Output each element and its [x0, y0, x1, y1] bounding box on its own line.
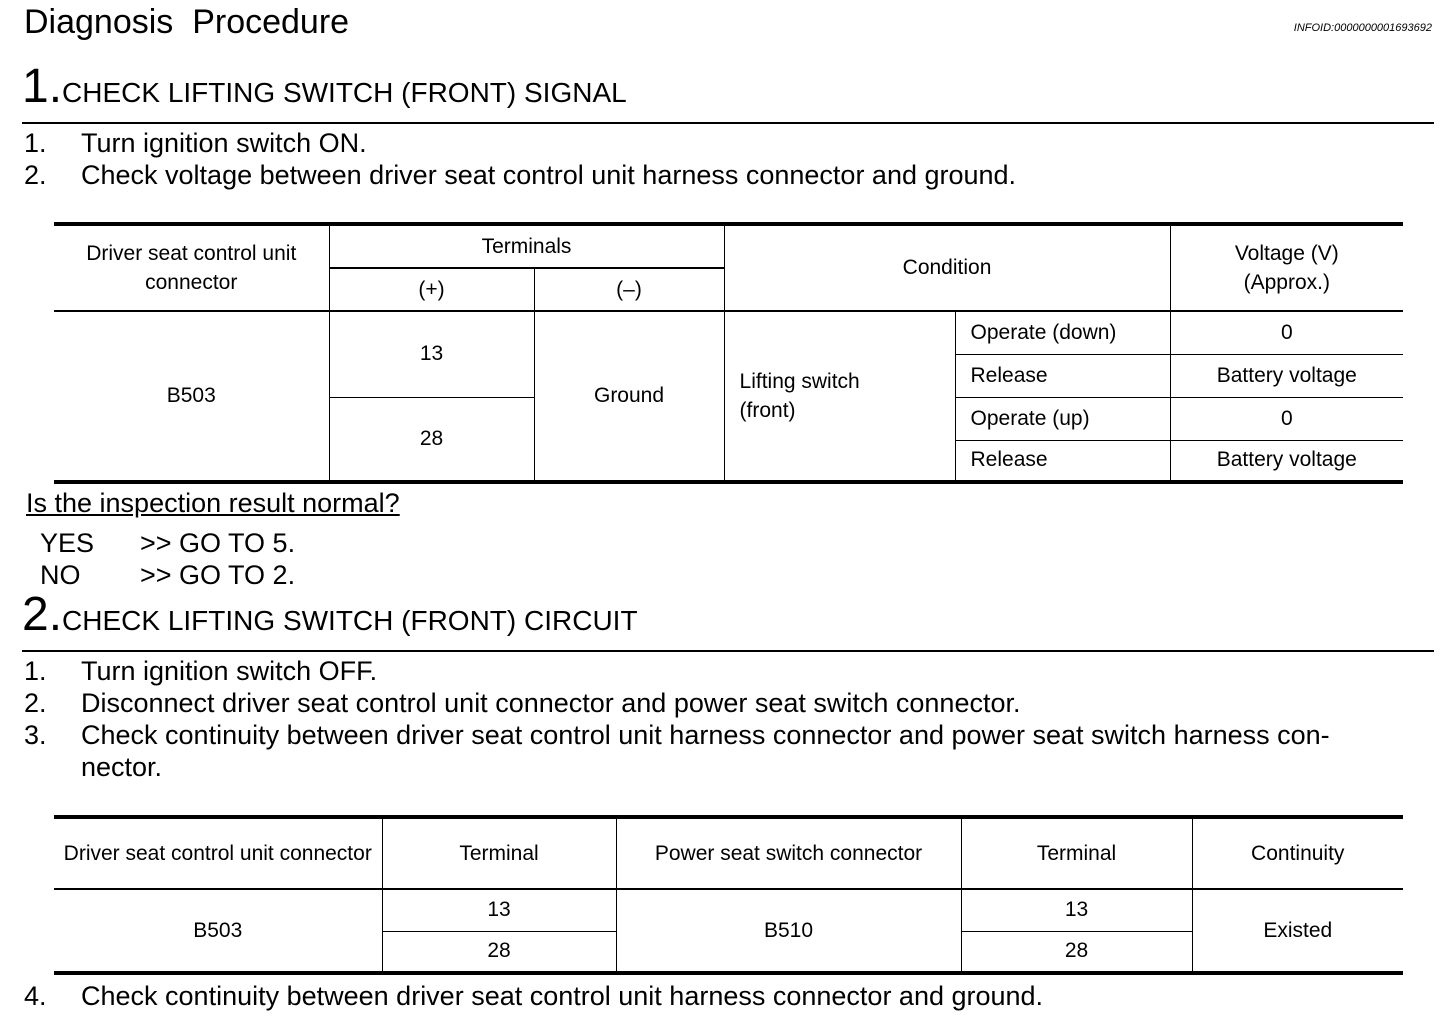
list-number: 2. — [24, 160, 47, 190]
page-title: Diagnosis Procedure — [24, 3, 350, 41]
condition-cell: Operate (down) — [955, 311, 1170, 354]
terminal-cell: 13 — [382, 889, 616, 931]
terminal-cell: 28 — [382, 931, 616, 973]
continuity-cell: Existed — [1192, 889, 1403, 973]
continuity-table — [54, 815, 1403, 975]
terminal-28-cell: 28 — [329, 397, 534, 482]
list-item — [24, 719, 1434, 783]
condition-cell: Release — [955, 354, 1170, 397]
answer-label: NO — [40, 560, 81, 590]
header-terminal-1: Terminal — [382, 817, 616, 889]
list-item — [24, 655, 1434, 687]
list-text: Turn ignition switch OFF. — [81, 656, 378, 686]
header-minus: (–) — [534, 268, 724, 311]
step-2-heading — [22, 590, 638, 640]
step-1-instructions — [24, 127, 1434, 191]
step-2-title: CHECK LIFTING SWITCH (FRONT) CIRCUIT — [62, 605, 638, 636]
step-1-heading — [22, 62, 627, 112]
list-item — [24, 687, 1434, 719]
header-voltage: Voltage (V) (Approx.) — [1170, 224, 1403, 311]
ground-cell: Ground — [534, 311, 724, 482]
header-connector-1: Driver seat control unit connector — [54, 817, 382, 889]
terminal-cell: 28 — [961, 931, 1192, 973]
step-2-rule — [22, 650, 1434, 652]
list-item — [24, 159, 1434, 191]
header-continuity: Continuity — [1192, 817, 1403, 889]
header-connector: Driver seat control unit connector — [54, 224, 329, 311]
answer-action: >> GO TO 5. — [140, 528, 296, 558]
step-2-instructions — [24, 655, 1434, 783]
answer-yes — [40, 527, 295, 559]
list-text: Turn ignition switch ON. — [81, 128, 367, 158]
answer-action: >> GO TO 2. — [140, 560, 296, 590]
step-1-number: 1. — [22, 60, 63, 113]
connector-2-cell: B510 — [616, 889, 961, 973]
voltage-cell: Battery voltage — [1170, 354, 1403, 397]
header-terminals: Terminals — [329, 224, 724, 268]
step-2-instruction-4 — [24, 980, 1434, 1012]
header-plus: (+) — [329, 268, 534, 311]
list-number: 1. — [24, 128, 47, 158]
condition-cell: Operate (up) — [955, 397, 1170, 440]
info-id: INFOID:0000000001693692 — [1293, 22, 1432, 34]
header-connector-2: Power seat switch connector — [616, 817, 961, 889]
list-number: 3. — [24, 720, 47, 750]
list-item — [24, 980, 1434, 1012]
list-text: Disconnect driver seat control unit connector and power seat switch connector. — [81, 688, 1021, 718]
list-text: Check voltage between driver seat control unit harness connector and ground. — [81, 160, 1017, 190]
header-terminal-2: Terminal — [961, 817, 1192, 889]
list-item — [24, 127, 1434, 159]
voltage-cell: 0 — [1170, 397, 1403, 440]
connector-1-cell: B503 — [54, 889, 382, 973]
step-1-rule — [22, 122, 1434, 124]
list-number: 4. — [24, 981, 47, 1011]
step-1-title: CHECK LIFTING SWITCH (FRONT) SIGNAL — [62, 77, 627, 108]
header-condition: Condition — [724, 224, 1170, 311]
answer-list — [40, 527, 295, 591]
list-text: Check continuity between driver seat control unit harness connector and power seat switch harness con- nector. — [81, 720, 1330, 782]
condition-cell: Release — [955, 440, 1170, 482]
voltage-cell: Battery voltage — [1170, 440, 1403, 482]
list-number: 2. — [24, 688, 47, 718]
answer-no — [40, 559, 295, 591]
condition-label-cell: Lifting switch (front) — [724, 311, 955, 482]
step-2-number: 2. — [22, 588, 63, 641]
answer-label: YES — [40, 528, 95, 558]
voltage-cell: 0 — [1170, 311, 1403, 354]
inspection-question: Is the inspection result normal? — [26, 488, 400, 518]
list-number: 1. — [24, 656, 47, 686]
terminal-cell: 13 — [961, 889, 1192, 931]
terminal-13-cell: 13 — [329, 311, 534, 397]
connector-cell: B503 — [54, 311, 329, 482]
list-text: Check continuity between driver seat control unit harness connector and ground. — [81, 981, 1044, 1011]
voltage-table — [54, 222, 1403, 484]
